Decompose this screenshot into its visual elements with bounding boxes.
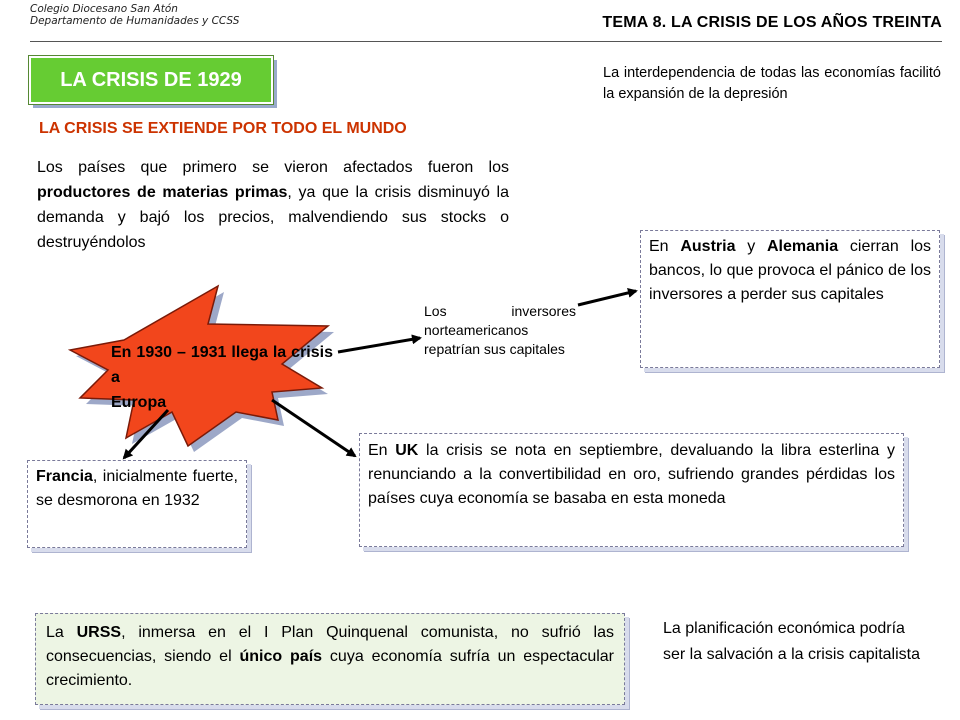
note-planning: La planificación económica podría ser la salvación a la crisis capitalista [663,620,920,663]
urss-text-1: La [46,624,77,641]
francia-bold: Francia [36,468,93,485]
austria-box [640,230,940,368]
arrow-to-investors [338,338,420,352]
uk-text-1: En [368,442,396,459]
francia-text: , inicialmente fuerte, se desmorona en 1932 [36,468,238,509]
austria-text-1: En [649,238,681,255]
uk-text-2: la crisis se nota en septiembre, devaluando la libra esterlina y renunciando a la convertibilidad en oro, sufriendo grandes pérdidas los países cuya economía se basaba en esta moneda [368,442,896,507]
slide-subtitle: LA CRISIS SE EXTIENDE POR TODO EL MUNDO [39,120,407,137]
burst-line-2: Europa [111,394,167,411]
urss-bold-1: URSS [76,624,122,641]
austria-text-3: cierran los bancos, lo que provoca el pánico de los inversores a perder sus capitales [649,238,932,303]
burst-line-1: En 1930 – 1931 llega la crisis a [111,344,333,386]
intro-text-1: Los países que primero se vieron afectados fueron los [37,159,509,176]
intro-text-2: , ya que la crisis disminuyó la demanda y bajó los precios, malvendiendo sus stocks o destruyéndolos [37,184,510,251]
slide-title: LA CRISIS DE 1929 [29,56,273,104]
uk-bold: UK [395,442,419,459]
school-line-1: Colegio Diocesano San Atón [30,3,178,15]
austria-bold-1: Austria [680,238,736,255]
francia-box [27,460,247,548]
urss-box [35,613,625,705]
intro-bold-1: productores de materias primas [37,184,288,201]
urss-bold-2: único país [239,648,323,665]
arrow-to-francia [124,410,168,458]
note-investors: Los inversores norteamericanos repatrían sus capitales [424,303,576,357]
note-interdependence: La interdependencia de todas las economías facilitó la expansión de la depresión [603,65,941,102]
topic-title: TEMA 8. LA CRISIS DE LOS AÑOS TREINTA [602,14,942,31]
arrow-to-austria [578,291,636,305]
austria-text-2: y [735,238,767,255]
urss-text-2: , inmersa en el I Plan Quinquenal comunista, no sufrió las consecuencias, siendo el [46,624,614,665]
school-line-2: Departamento de Humanidades y CCSS [30,15,240,27]
arrow-to-uk [272,400,355,456]
uk-box [359,433,904,547]
austria-bold-2: Alemania [767,238,839,255]
urss-text-3: cuya economía sufría un espectacular crecimiento. [46,648,615,689]
